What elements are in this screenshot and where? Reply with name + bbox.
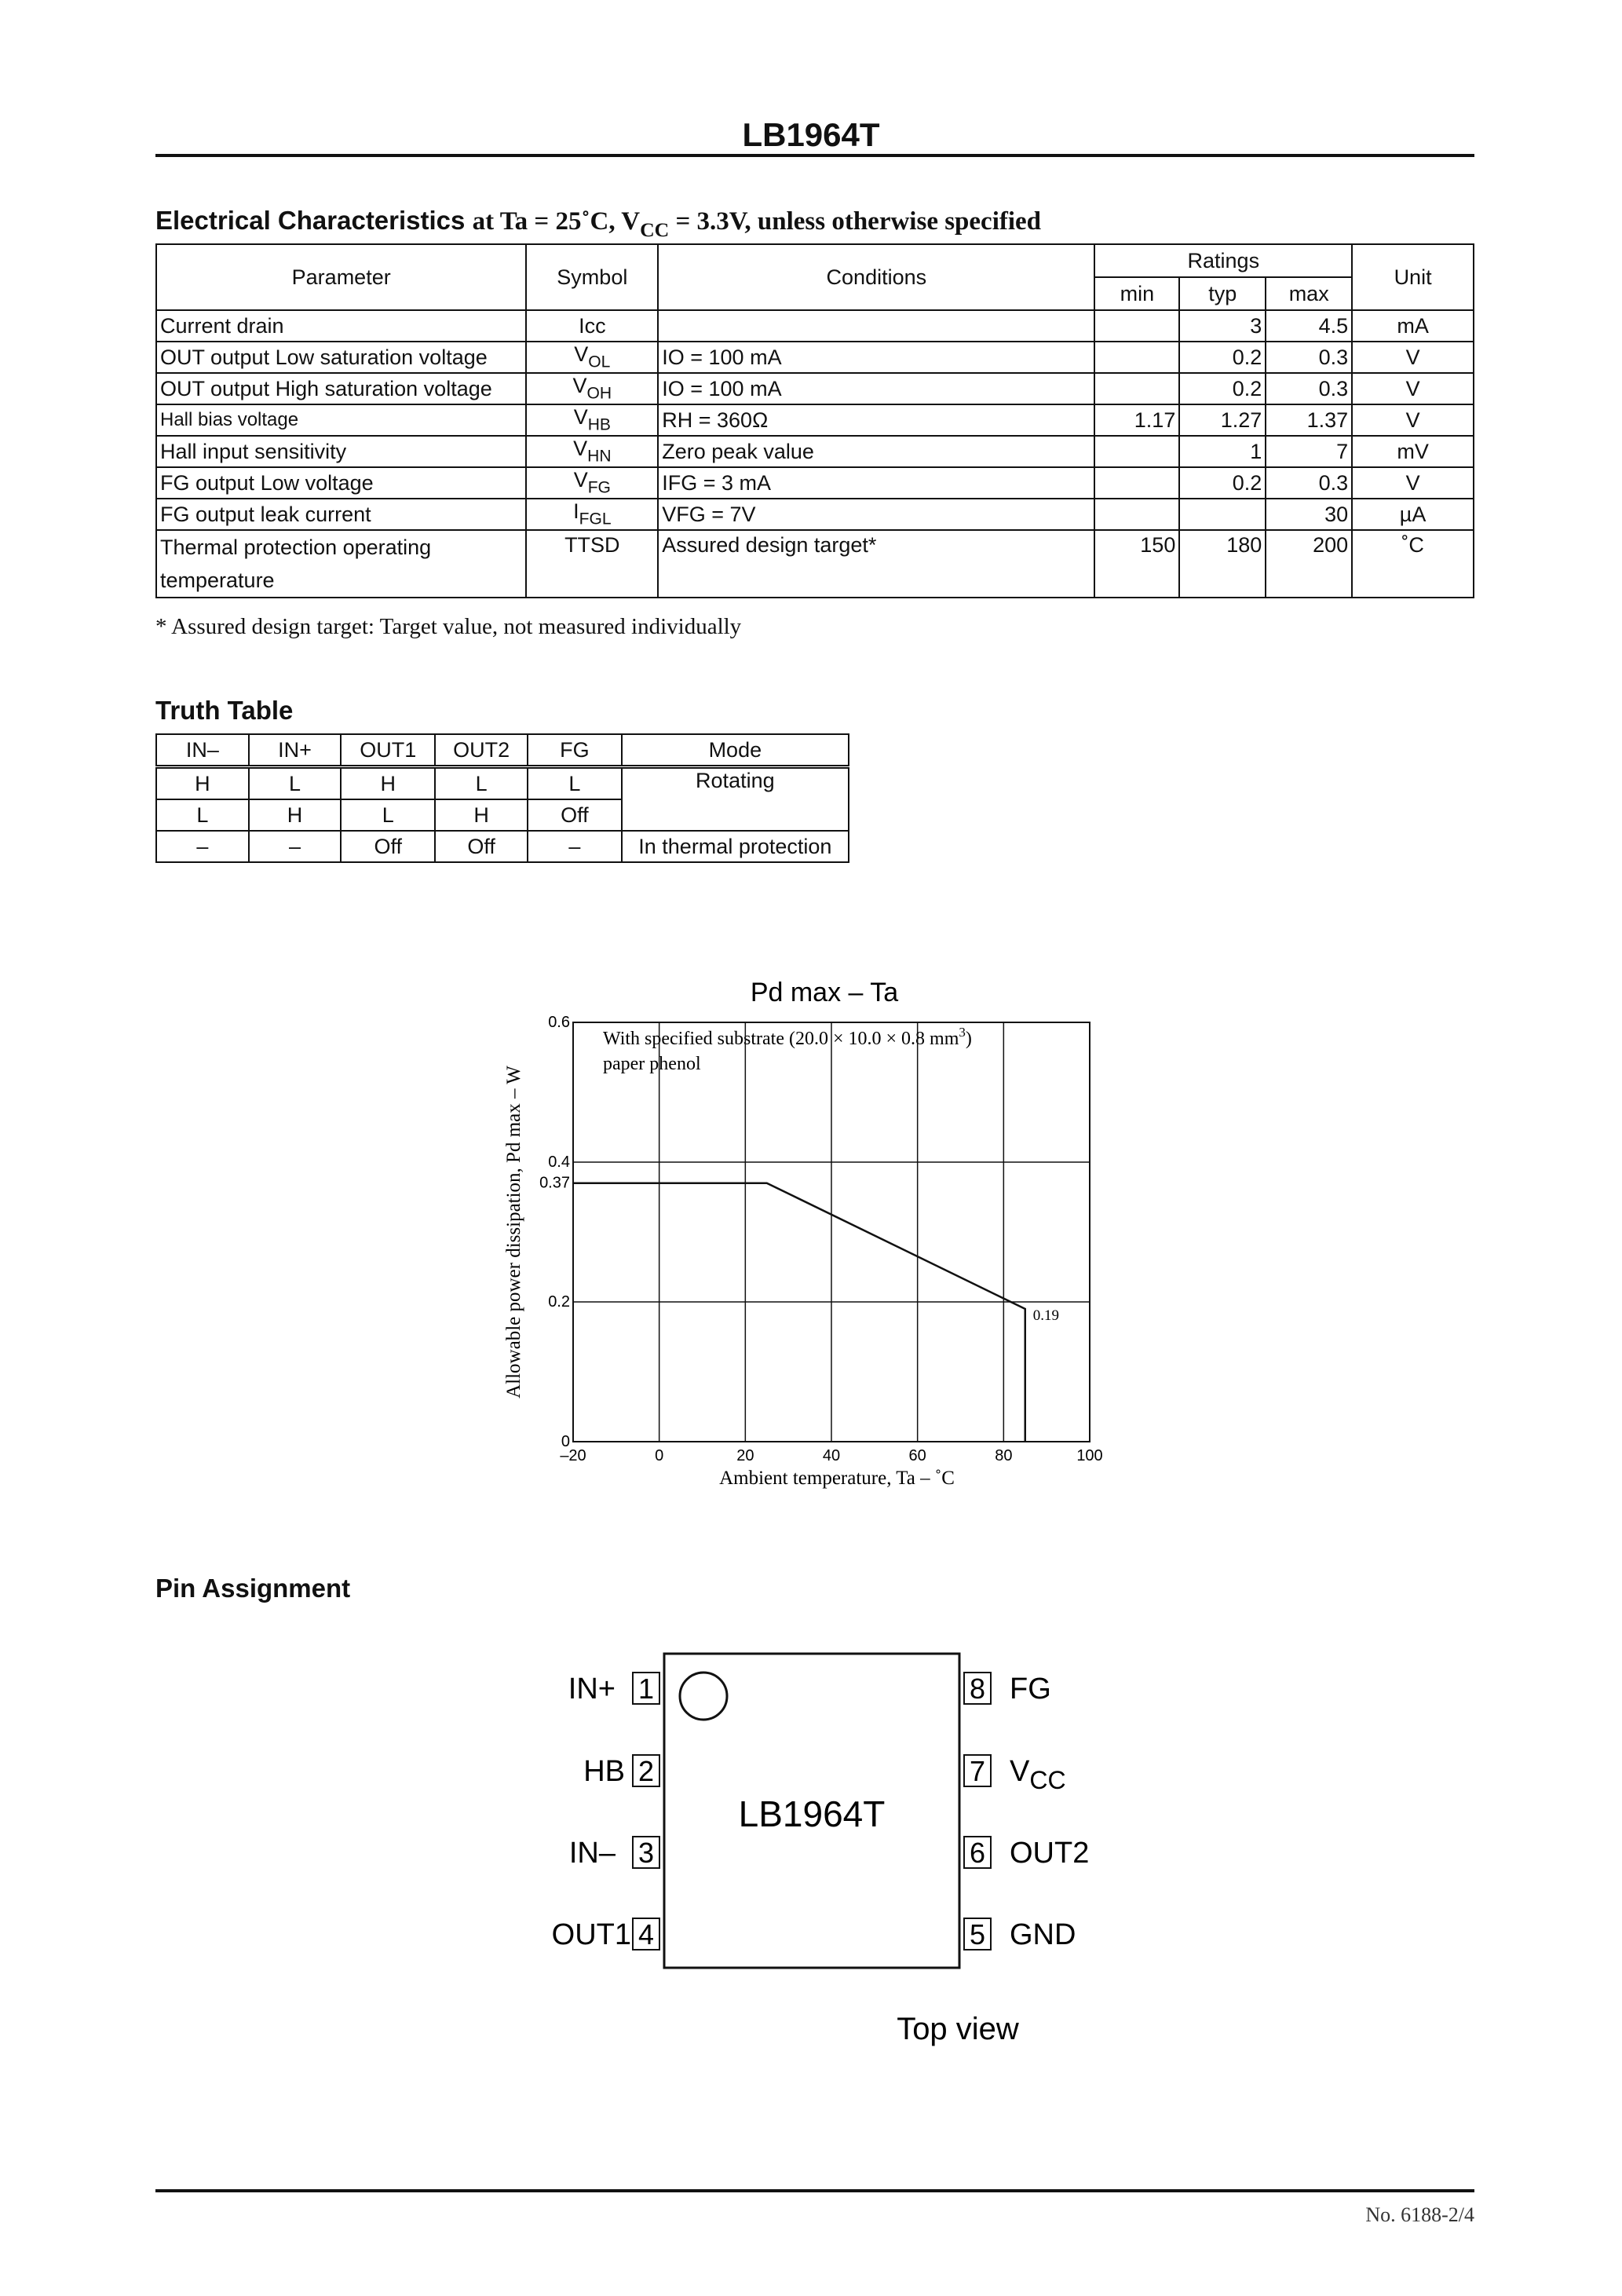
pin-number: 6 — [969, 1837, 986, 1869]
table-row — [156, 373, 1474, 404]
truth-cell: Off — [435, 831, 528, 862]
cell-typ: 0.2 — [1179, 342, 1266, 373]
cell-max: 7 — [1266, 436, 1352, 467]
cell-parameter: OUT output High saturation voltage — [156, 373, 526, 404]
cell-parameter: Hall bias voltage — [156, 404, 526, 436]
cell-min — [1094, 342, 1179, 373]
chart-x-tick-label: 80 — [995, 1447, 1013, 1464]
col-header-max: max — [1266, 277, 1352, 310]
truth-cell: H — [341, 767, 435, 800]
cell-typ: 1.27 — [1179, 404, 1266, 436]
cell-parameter: OUT output Low saturation voltage — [156, 342, 526, 373]
chart-x-tick-label: 40 — [822, 1447, 841, 1464]
pin-3 — [569, 1837, 659, 1870]
pin-name: $V_{CC}$ — [1010, 1755, 1066, 1794]
cell-symbol: TTSD — [526, 530, 658, 598]
pin-number: 1 — [637, 1673, 655, 1705]
cell-parameter: FG output Low voltage — [156, 467, 526, 499]
cell-min — [1094, 310, 1179, 342]
chart-x-tick-label: 0 — [655, 1447, 664, 1464]
pin-number: 8 — [969, 1673, 986, 1705]
truth-col-out1: OUT1 — [341, 734, 435, 767]
cell-conditions: Zero peak value — [658, 436, 1094, 467]
cell-symbol: $V_{FG}$ — [526, 467, 658, 499]
chart-title: Pd max – Ta — [750, 978, 899, 1007]
truth-col-fg: FG — [528, 734, 622, 767]
table-row — [156, 767, 849, 800]
cell-parameter: Thermal protection operating temperature — [156, 530, 526, 598]
truth-col-out2: OUT2 — [435, 734, 528, 767]
truth-mode-rotating: Rotating — [622, 767, 849, 832]
chart-x-tick-label: –20 — [560, 1447, 586, 1464]
table-row — [156, 499, 1474, 530]
cell-max: 1.37 — [1266, 404, 1352, 436]
truth-col-in-plus: IN+ — [249, 734, 342, 767]
table-row — [156, 530, 1474, 598]
cell-symbol: $V_{OH}$ — [526, 373, 658, 404]
cell-min — [1094, 373, 1179, 404]
chart-y-tick-label: 0.2 — [548, 1293, 570, 1311]
cell-unit: µA — [1352, 499, 1474, 530]
pd-max-chart — [471, 966, 1146, 1500]
pin-name: IN+ — [568, 1673, 616, 1706]
truth-cell: – — [249, 831, 342, 862]
cell-max: 0.3 — [1266, 342, 1352, 373]
truth-cell: L — [156, 799, 249, 831]
electrical-conditions: at Ta = 25˚C, $V_{CC} = 3.3V$, unless otherwise specified — [472, 207, 1042, 241]
document-title: LB1964T — [742, 116, 880, 153]
chart-series-line — [573, 1183, 1025, 1442]
col-header-conditions: Conditions — [658, 244, 1094, 310]
footnote: * Assured design target: Target value, not measured individually — [155, 614, 742, 639]
truth-table — [155, 733, 849, 863]
pin-assignment-heading: Pin Assignment — [155, 1574, 351, 1603]
chart-x-label: Ambient temperature, Ta – ˚C — [719, 1468, 955, 1489]
table-row — [156, 436, 1474, 467]
cell-max: 200 — [1266, 530, 1352, 598]
cell-max: 0.3 — [1266, 467, 1352, 499]
pin-number: 2 — [637, 1755, 655, 1787]
truth-cell: L — [528, 767, 622, 800]
chart-x-tick-label: 100 — [1076, 1447, 1103, 1464]
cell-unit: mV — [1352, 436, 1474, 467]
cell-conditions: IFG = 3 mA — [658, 467, 1094, 499]
pin-number: 7 — [969, 1755, 986, 1787]
footer-rule — [155, 2189, 1474, 2192]
cell-min — [1094, 499, 1179, 530]
truth-header-row — [156, 734, 849, 767]
truth-cell: H — [156, 767, 249, 800]
table-row — [156, 831, 849, 862]
pin-name: IN– — [568, 1837, 616, 1870]
top-view-caption: Top view — [897, 2012, 1019, 2046]
cell-unit: V — [1352, 373, 1474, 404]
truth-cell: L — [249, 767, 342, 800]
cell-typ — [1179, 499, 1266, 530]
chart-y-tick-label: 0 — [561, 1433, 570, 1450]
chart-y-label: Allowable power dissipation, Pd max – W — [503, 1066, 524, 1398]
truth-cell: H — [435, 799, 528, 831]
cell-min: 150 — [1094, 530, 1179, 598]
pin-4 — [552, 1918, 659, 1951]
col-header-typ: typ — [1179, 277, 1266, 310]
table-header-row — [156, 244, 1474, 277]
cell-min: 1.17 — [1094, 404, 1179, 436]
document-number: No. 6188-2/4 — [1365, 2203, 1474, 2226]
cell-min — [1094, 467, 1179, 499]
chart-point-label: 0.19 — [1032, 1307, 1059, 1324]
cell-conditions — [658, 310, 1094, 342]
cell-conditions: VFG = 7V — [658, 499, 1094, 530]
table-row — [156, 310, 1474, 342]
pin-number: 5 — [969, 1918, 986, 1951]
electrical-heading-text: Electrical Characteristics — [155, 206, 466, 235]
col-header-unit: Unit — [1352, 244, 1474, 310]
cell-unit: V — [1352, 342, 1474, 373]
cell-unit: ˚C — [1352, 530, 1474, 598]
cell-min — [1094, 436, 1179, 467]
cell-unit: V — [1352, 467, 1474, 499]
electrical-heading — [155, 206, 1041, 242]
cell-unit: V — [1352, 404, 1474, 436]
cell-typ: 0.2 — [1179, 373, 1266, 404]
cell-typ: 180 — [1179, 530, 1266, 598]
cell-typ: 3 — [1179, 310, 1266, 342]
cell-symbol: $V_{OL}$ — [526, 342, 658, 373]
cell-symbol: Icc — [526, 310, 658, 342]
header-rule — [155, 154, 1474, 157]
cell-max: 30 — [1266, 499, 1352, 530]
pin-8 — [964, 1673, 1051, 1706]
col-header-symbol: Symbol — [526, 244, 658, 310]
pin-name: GND — [1010, 1918, 1076, 1951]
pin-name: OUT1 — [551, 1918, 631, 1951]
truth-cell: – — [528, 831, 622, 862]
cell-max: 0.3 — [1266, 373, 1352, 404]
pin-name: FG — [1010, 1673, 1051, 1706]
pin-name: OUT2 — [1010, 1837, 1090, 1870]
pin-7 — [964, 1755, 1066, 1794]
pin-number: 3 — [637, 1837, 655, 1869]
cell-typ: 0.2 — [1179, 467, 1266, 499]
cell-unit: mA — [1352, 310, 1474, 342]
truth-cell: – — [156, 831, 249, 862]
pin-number: 4 — [637, 1918, 655, 1951]
chart-y-tick-label: 0.37 — [539, 1174, 570, 1192]
cell-symbol: $I_{FGL}$ — [526, 499, 658, 530]
chart-x-tick-label: 60 — [908, 1447, 926, 1464]
truth-cell: L — [435, 767, 528, 800]
cell-symbol: $V_{HN}$ — [526, 436, 658, 467]
chart-y-tick-label: 0.4 — [548, 1153, 570, 1171]
truth-col-mode: Mode — [622, 734, 849, 767]
truth-col-in-minus: IN– — [156, 734, 249, 767]
truth-table-heading: Truth Table — [155, 696, 294, 725]
chart-y-tick-label: 0.6 — [548, 1014, 570, 1031]
cell-parameter: FG output leak current — [156, 499, 526, 530]
cell-max: 4.5 — [1266, 310, 1352, 342]
chart-annotation-phenol: paper phenol — [603, 1054, 701, 1074]
pin-diagram — [518, 1633, 1115, 2057]
pin-5 — [964, 1918, 1076, 1951]
cell-conditions: IO = 100 mA — [658, 373, 1094, 404]
pin1-marker-icon — [680, 1673, 727, 1720]
truth-cell: L — [341, 799, 435, 831]
table-row — [156, 467, 1474, 499]
cell-conditions: IO = 100 mA — [658, 342, 1094, 373]
table-row — [156, 404, 1474, 436]
cell-conditions: Assured design target* — [658, 530, 1094, 598]
truth-cell: H — [249, 799, 342, 831]
pin-name: HB — [583, 1755, 625, 1788]
truth-mode-thermal: In thermal protection — [622, 831, 849, 862]
electrical-characteristics-table — [155, 243, 1474, 598]
cell-conditions: RH = 360Ω — [658, 404, 1094, 436]
chart-annotation-substrate: With specified substrate (20.0 × 10.0 × 0.8 $mm^3$) — [603, 1025, 972, 1049]
col-header-ratings: Ratings — [1094, 244, 1352, 277]
truth-cell: Off — [341, 831, 435, 862]
cell-parameter: Current drain — [156, 310, 526, 342]
truth-cell: Off — [528, 799, 622, 831]
cell-symbol: $V_{HB}$ — [526, 404, 658, 436]
table-row — [156, 342, 1474, 373]
cell-parameter: Hall input sensitivity — [156, 436, 526, 467]
cell-typ: 1 — [1179, 436, 1266, 467]
pin-2 — [583, 1755, 659, 1788]
chart-x-tick-label: 20 — [736, 1447, 754, 1464]
pin-1 — [568, 1673, 659, 1706]
col-header-min: min — [1094, 277, 1179, 310]
chip-label: LB1964T — [738, 1793, 886, 1834]
col-header-parameter: Parameter — [156, 244, 526, 310]
pin-6 — [964, 1837, 1089, 1870]
